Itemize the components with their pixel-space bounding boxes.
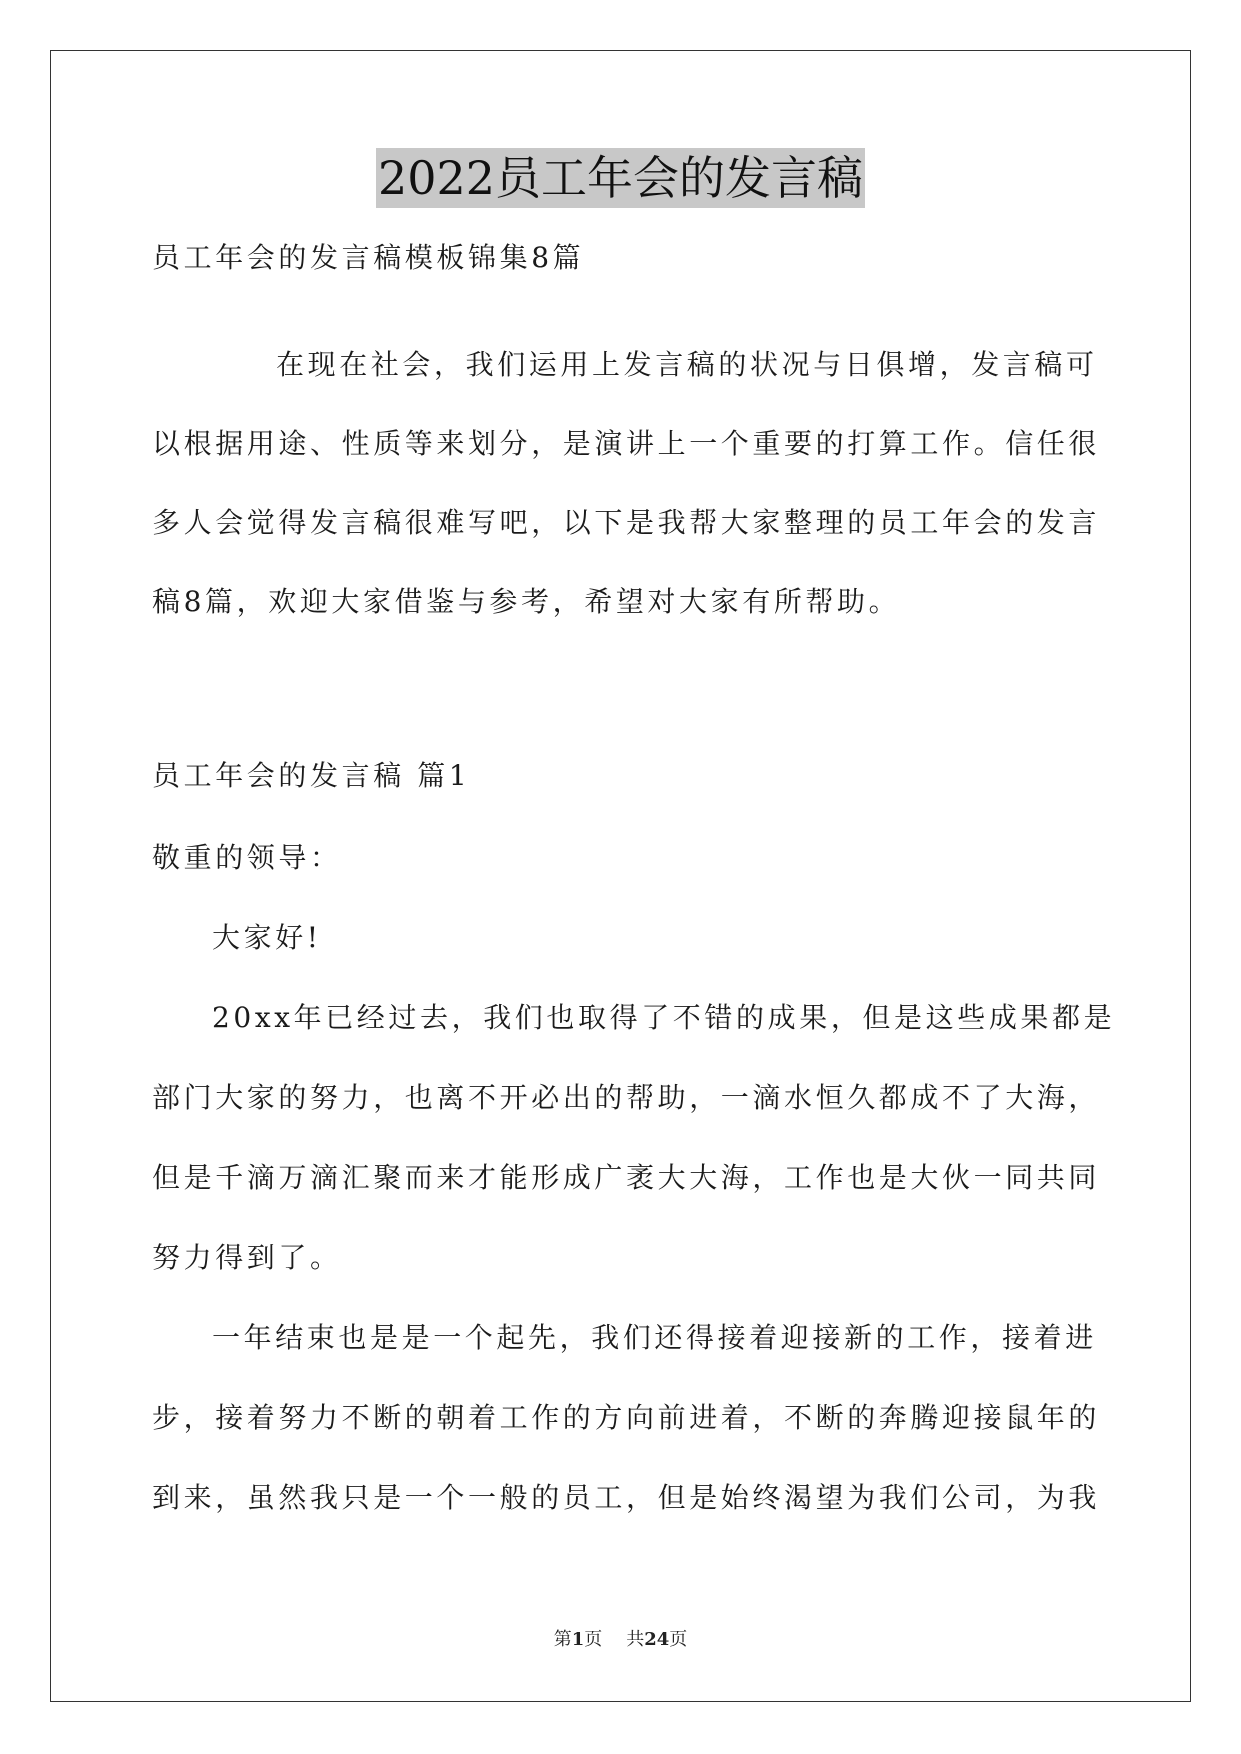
- intro-line-4: 稿8篇，欢迎大家借鉴与参考，希望对大家有所帮助。: [152, 585, 901, 618]
- document-title: 2022员工年会的发言稿: [376, 148, 865, 208]
- intro-line-1: 在现在社会，我们运用上发言稿的状况与日俱增，发言稿可: [276, 348, 1098, 381]
- intro-line-2: 以根据用途、性质等来划分，是演讲上一个重要的打算工作。信任很: [152, 427, 1101, 460]
- para1-line-3: 但是千滴万滴汇聚而来才能形成广袤大大海，工作也是大伙一同共同: [152, 1161, 1101, 1194]
- title-container: [0, 148, 1241, 208]
- greeting: 大家好!: [212, 921, 322, 954]
- footer-total-prefix: 共: [626, 1629, 645, 1650]
- intro-line-3: 多人会觉得发言稿很难写吧，以下是我帮大家整理的员工年会的发言: [152, 506, 1101, 539]
- section-heading: 员工年会的发言稿 篇1: [152, 759, 471, 792]
- para1-line-2: 部门大家的努力，也离不开必出的帮助，一滴水恒久都成不了大海，: [152, 1081, 1101, 1114]
- para2-line-1: 一年结束也是是一个起先，我们还得接着迎接新的工作，接着进: [212, 1321, 1097, 1354]
- footer-page-number: 1: [571, 1629, 585, 1650]
- document-subtitle: 员工年会的发言稿模板锦集8篇: [152, 241, 585, 274]
- footer-total-suffix: 页: [669, 1629, 688, 1650]
- footer-page-suffix: 页: [584, 1629, 603, 1650]
- footer-page-prefix: 第: [553, 1629, 572, 1650]
- para2-line-3: 到来，虽然我只是一个一般的员工，但是始终渴望为我们公司，为我: [152, 1481, 1101, 1514]
- salutation: 敬重的领导：: [152, 841, 342, 874]
- para1-line-4: 努力得到了。: [152, 1241, 342, 1274]
- footer-total-pages: 24: [644, 1629, 670, 1650]
- page-footer: [0, 1628, 1241, 1652]
- para1-line-1: 20xx年已经过去，我们也取得了不错的成果，但是这些成果都是: [212, 1001, 1116, 1034]
- para2-line-2: 步，接着努力不断的朝着工作的方向前进着，不断的奔腾迎接鼠年的: [152, 1401, 1101, 1434]
